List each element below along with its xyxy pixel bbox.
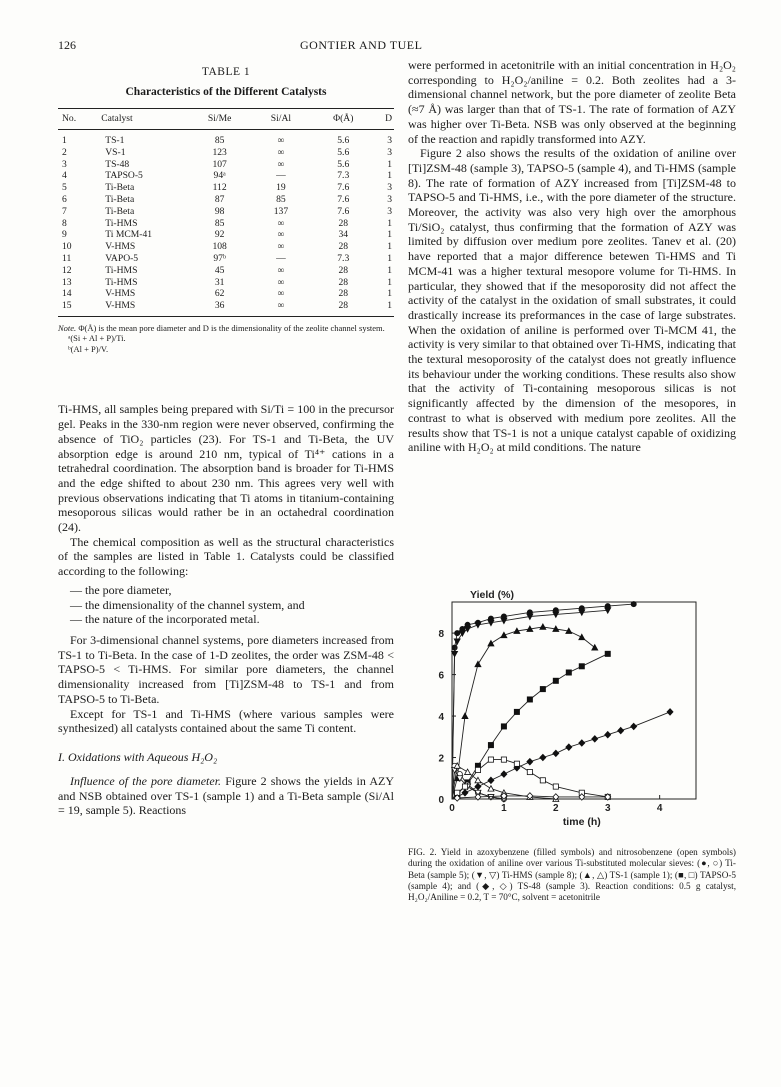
table-cell: 28: [338, 300, 349, 312]
table-cell: 7: [62, 205, 67, 217]
data-point: [667, 709, 673, 715]
table-cell: 34: [338, 229, 349, 241]
table-cell: 12: [62, 264, 72, 276]
table-row: [58, 288, 394, 300]
paragraph: Ti-HMS, all samples being prepared with Si/Ti = 100 in the precursor gel. Peaks in the 330-nm region were never observed, confirming the absence of TiO₂ particles (23). For TS-1 and Ti-Beta, the UV absorption edge is around 210 nm, typical of Ti⁴⁺ cations in a tetrahedral coordination. The absorption band is broader for Ti-HMS and the edge shifted to about 230 nm. This agrees very well with previous observations indicating that Ti atoms in titanium-containing mesoporous silicas would rather be in an octahedral coordination (24).: [58, 402, 394, 535]
data-point: [501, 724, 506, 729]
data-point: [553, 678, 558, 683]
data-point: [488, 742, 493, 747]
table-cell: 28: [338, 264, 349, 276]
data-point: [579, 664, 584, 669]
table-cell: 10: [62, 241, 72, 253]
table-cell: 45: [214, 264, 225, 276]
data-point: [501, 757, 506, 762]
table-cell: —: [276, 170, 286, 182]
table-row: [58, 170, 394, 182]
x-tick-label: 3: [604, 803, 611, 814]
table-cell: 94ᵃ: [213, 170, 226, 182]
table-cell: 1: [387, 264, 392, 276]
table-cell: VS-1: [105, 146, 126, 158]
plot-frame: [452, 602, 696, 799]
table-cell: 2: [62, 146, 67, 158]
catalyst-table: [58, 108, 394, 317]
table-cell: 1: [387, 158, 392, 170]
data-point: [527, 758, 533, 764]
data-point: [475, 767, 480, 772]
column-header: No.: [58, 109, 81, 130]
table-cell: 4: [62, 170, 67, 182]
column-header: Φ(Å): [312, 109, 375, 130]
x-axis-label: time (h): [562, 816, 601, 828]
paragraph: were performed in acetonitrile with an initial concentration in H₂O₂ corresponding to H₂O₂/aniline = 0.2. Both zeolites had a 3-dimensional channel network, but the pore diameter of zeolite Beta (≈7 Å) was larger than that of TS-1. The rate of formation of AZY was higher over Ti-Beta. NSB was only observed at the beginning of the reaction and rapidly transformed into AZY.: [408, 58, 736, 146]
table-cell: ∞: [277, 276, 285, 288]
page-number: 126: [58, 38, 76, 52]
y-tick-label: 2: [438, 753, 444, 765]
table-cell: 9: [62, 229, 67, 241]
table-cell: 1: [387, 300, 392, 312]
table-cell: 28: [338, 288, 349, 300]
table-cell: 87: [214, 193, 225, 205]
data-point: [631, 601, 636, 606]
list-item: — the dimensionality of the channel system, and: [70, 597, 305, 612]
x-tick-label: 4: [656, 803, 663, 814]
table-cell: 6: [62, 193, 67, 205]
x-tick-label: 1: [501, 803, 507, 814]
table-row: [58, 206, 394, 218]
data-point: [540, 624, 546, 630]
footnote-b: ᵇ(Al + P)/V.: [68, 343, 109, 354]
table-cell: V-HMS: [105, 241, 136, 253]
paragraph: [58, 774, 394, 818]
table-cell: 28: [338, 276, 349, 288]
table-cell: 3: [387, 146, 392, 158]
table-cell: 108: [212, 241, 227, 253]
data-point: [488, 640, 494, 646]
table-name: Characteristics of the Different Catalysts: [125, 86, 327, 98]
table-cell: 97ᵇ: [213, 252, 226, 264]
table-cell: ∞: [277, 264, 285, 276]
data-point: [514, 761, 519, 766]
table-cell: 7.6: [337, 205, 350, 217]
table-cell: ∞: [277, 229, 285, 241]
table-row: [58, 218, 394, 230]
section-heading: I. Oxidations with Aqueous H₂O₂: [58, 749, 218, 764]
table-row: [58, 300, 394, 316]
figure-caption: [408, 847, 736, 903]
data-point: [631, 723, 637, 729]
table-cell: 5.6: [337, 135, 350, 146]
yield-chart: [408, 586, 736, 836]
table-cell: 11: [62, 252, 72, 264]
table-cell: 8: [62, 217, 67, 229]
table-cell: 1: [387, 170, 392, 182]
table-row: [58, 277, 394, 289]
column-header: Si/Al: [250, 109, 311, 130]
table-cell: 5.6: [337, 158, 350, 170]
table-cell: 85: [276, 193, 286, 205]
table-cell: 1: [387, 252, 392, 264]
table-cell: Ti-HMS: [105, 264, 138, 276]
table-row: [58, 182, 394, 194]
data-point: [527, 697, 532, 702]
table-cell: 19: [276, 182, 286, 194]
data-point: [462, 784, 467, 789]
table-cell: 3: [387, 205, 392, 217]
table-cell: 7.6: [337, 182, 350, 194]
paragraph: For 3-dimensional channel systems, pore diameters increased from TS-1 to Ti-Beta. In the case of 1-D zeolites, the order was ZSM-48 < TAPSO-5 < Ti-HMS. For similar pore diameters, the channel dimensionality increased from [Ti]ZSM-48 to TS-1 and from TAPSO-5 to Ti-Beta.: [58, 633, 394, 706]
data-point: [553, 750, 559, 756]
y-tick-label: 8: [438, 629, 444, 641]
table-cell: 5.6: [337, 146, 350, 158]
data-point: [540, 686, 545, 691]
data-point: [501, 771, 507, 777]
data-point: [579, 634, 585, 640]
table-caption: [58, 66, 394, 99]
table-cell: ∞: [277, 241, 285, 253]
y-tick-label: 0: [438, 795, 444, 806]
right-column: [408, 58, 736, 455]
data-point: [514, 709, 519, 714]
table-cell: V-HMS: [105, 300, 136, 312]
data-point: [459, 631, 465, 637]
table-cell: Ti-Beta: [105, 182, 135, 194]
table-body: [58, 130, 394, 317]
figure-caption-text: Yield in azoxybenzene (filled symbols) and nitrosobenzene (open symbols) during the oxidation of aniline over various Ti-substituted molecular sieves: (●, ○) Ti-Beta (sample 5); (▼, ▽) Ti-HMS (sample 8); (▲, △) TS-1 (sample 1); (■, □) TAPSO-5 (sample 4); and (◆, ◇) TS-48 (sample 3). Reaction conditions: 0.5 g catalyst, H₂O₂/Aniline = 0.2, T = 70°C, solvent = acetonitrile: [408, 847, 736, 903]
table-cell: ∞: [277, 217, 285, 229]
table-cell: Ti-Beta: [105, 205, 135, 217]
y-tick-label: 6: [438, 670, 444, 682]
column-header: Catalyst: [81, 109, 189, 130]
paragraph: Figure 2 also shows the results of the oxidation of aniline over [Ti]ZSM-48 (sample 3), TAPSO-5 (sample 4), and Ti-HMS (sample 8). The rate of formation of AZY increased from [Ti]ZSM-48 to TAPSO-5 and Ti-HMS, i.e., with the pore diameter of the structure. Moreover, the activity was also very high over the amorphous Ti/SiO₂ catalyst, thus confirming that the formation of AZY was limited by diffusion over medium pore zeolites. Tanev et al. (20) have reported that a major difference betewen Ti-HMS and Ti MCM-41 was a higher textural mesopore volume for Ti-HMS. In particular, they showed that if the mesoporosity did not affect the activity of the catalyst in the oxidation of small substrates, it could drastically increase its preformances in the case of large substrates. When the oxidation of aniline is performed over Ti-MCM 41, the activity is very similar to that obtained over Ti-HMS, indicating that the textural mesoporosity of the catalyst does not greatly influence its behaviour under the working conditions. These results also show that the activity of Ti-containing mesoporous silicas is not significantly affected by the dimension of the mesopores, in contrast to what is observed with medium pore zeolites. All the results show that TS-1 is not a unique catalyst capable of oxidizing aniline with H₂O₂ at mild conditions. The nature: [408, 146, 736, 455]
table-cell: ∞: [277, 158, 285, 170]
table-cell: 85: [214, 135, 225, 146]
y-axis-label: Yield (%): [470, 589, 514, 601]
table-cell: 1: [62, 135, 67, 146]
table-cell: 3: [387, 135, 392, 146]
table-cell: V-HMS: [105, 288, 136, 300]
table-cell: 137: [273, 205, 289, 217]
column-header: Si/Me: [189, 109, 250, 130]
data-point: [488, 786, 494, 792]
list-item: — the nature of the incorporated metal.: [70, 612, 260, 627]
table-cell: —: [276, 252, 286, 264]
data-point: [553, 784, 558, 789]
table-title: TABLE 1: [201, 66, 251, 78]
data-point: [566, 670, 571, 675]
table-cell: 92: [214, 229, 225, 241]
table-row: [58, 265, 394, 277]
figure-2: [408, 586, 736, 836]
table-cell: Ti MCM-41: [105, 229, 153, 241]
table-cell: 1: [387, 229, 392, 241]
table-cell: Ti-HMS: [105, 276, 138, 288]
table-header-row: [58, 109, 394, 130]
table-cell: 7.3: [337, 170, 350, 182]
table-cell: 85: [214, 217, 225, 229]
table-cell: VAPO-5: [105, 252, 139, 264]
table-row: [58, 147, 394, 159]
table-cell: 123: [212, 146, 227, 158]
data-point: [462, 713, 468, 719]
table-row: [58, 229, 394, 241]
table-cell: 7.3: [337, 252, 350, 264]
table-cell: 62: [214, 288, 225, 300]
table-cell: 14: [62, 288, 72, 300]
table-cell: 3: [387, 182, 392, 194]
table-cell: 28: [338, 241, 349, 253]
data-point: [488, 777, 494, 783]
data-point: [527, 769, 532, 774]
table-cell: 1: [387, 288, 392, 300]
left-column: [58, 58, 394, 818]
data-point: [462, 790, 468, 796]
data-point: [566, 744, 572, 750]
paragraph: The chemical composition as well as the structural characteristics of the samples are listed in Table 1. Catalysts could be classified according to the following:: [58, 534, 394, 579]
table-cell: TAPSO-5: [105, 170, 143, 182]
table-cell: 15: [62, 300, 72, 312]
table-cell: 36: [214, 300, 225, 312]
table-cell: TS-48: [105, 158, 130, 170]
table-cell: 98: [214, 205, 225, 217]
data-point: [475, 661, 481, 667]
table-cell: 1: [387, 276, 392, 288]
table-cell: ∞: [277, 288, 285, 300]
data-point: [475, 783, 481, 789]
paragraph: Except for TS-1 and Ti-HMS (where various samples were synthesized) all catalysts contained about the same Ti content.: [58, 706, 394, 736]
y-tick-label: 4: [438, 712, 444, 724]
table-row: [58, 241, 394, 253]
table-cell: 13: [62, 276, 72, 288]
table-cell: TS-1: [105, 135, 125, 146]
table-cell: 31: [214, 276, 225, 288]
list-item: — the pore diameter,: [70, 582, 172, 597]
footnote-a: ᵃ(Si + Al + P)/Ti.: [68, 333, 126, 344]
x-tick-label: 2: [553, 803, 559, 814]
data-point: [605, 732, 611, 738]
table-cell: 1: [387, 241, 392, 253]
note-text: Φ(Å) is the mean pore diameter and D is the dimensionality of the zeolite channel system.: [78, 322, 385, 333]
table-note: [58, 323, 394, 355]
data-point: [475, 622, 481, 628]
table-cell: 28: [338, 217, 349, 229]
table-cell: ∞: [277, 135, 285, 146]
table-cell: 7.6: [337, 193, 350, 205]
table-cell: 5: [62, 182, 67, 194]
note-label: Note.: [58, 322, 77, 333]
data-point: [605, 651, 610, 656]
table-cell: 3: [62, 158, 67, 170]
table-cell: ∞: [277, 146, 285, 158]
x-tick-label: 0: [449, 803, 455, 814]
table-cell: 107: [212, 158, 227, 170]
table-cell: Ti-Beta: [105, 193, 135, 205]
table-cell: 1: [387, 217, 392, 229]
subsection-heading: Influence of the pore diameter.: [70, 773, 222, 788]
data-point: [540, 778, 545, 783]
column-header: D: [375, 109, 394, 130]
data-point: [579, 740, 585, 746]
table-row: [58, 159, 394, 171]
paragraph-text: Figure 2 shows the yields in AZY and NSB obtained over TS-1 (sample 1) and a Ti-Beta sample (Si/Al = 19, sample 5). Reactions: [58, 773, 395, 818]
data-point: [618, 727, 624, 733]
figure-label: FIG. 2.: [408, 847, 437, 857]
table-row: [58, 194, 394, 206]
table-cell: 112: [212, 182, 227, 194]
table-row: [58, 130, 394, 147]
table-cell: ∞: [277, 300, 285, 312]
table-cell: Ti-HMS: [105, 217, 138, 229]
table-row: [58, 253, 394, 265]
data-point: [465, 769, 471, 775]
data-point: [455, 631, 460, 636]
criteria-list: [58, 583, 394, 627]
data-point: [592, 736, 598, 742]
data-point: [540, 754, 546, 760]
data-point: [488, 757, 493, 762]
table-cell: 3: [387, 193, 392, 205]
running-title: GONTIER AND TUEL: [300, 38, 423, 52]
